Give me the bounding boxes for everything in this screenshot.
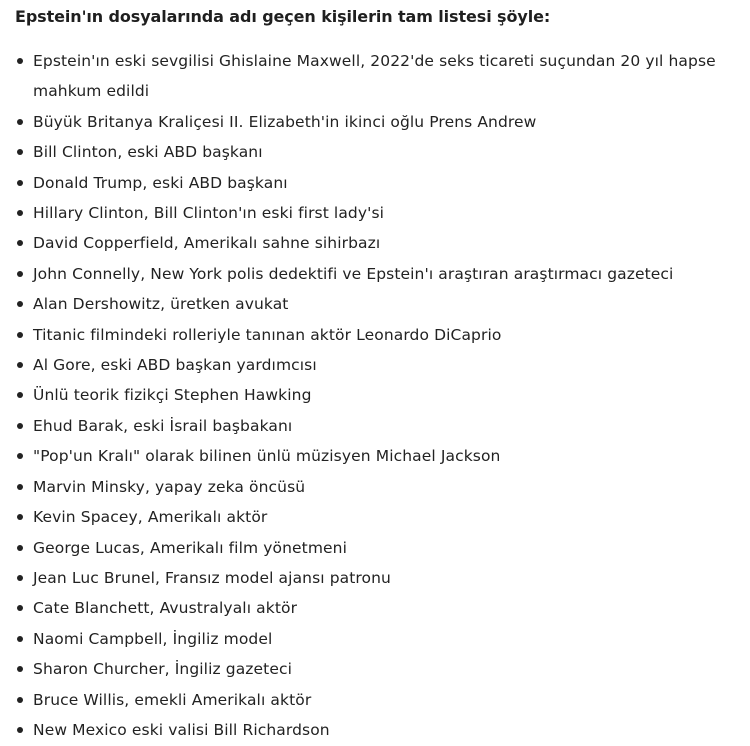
list-item <box>0 624 750 654</box>
list-item <box>0 441 750 471</box>
list-item-text: Büyük Britanya Kraliçesi II. Elizabeth'in ikinci oğlu Prens Andrew <box>33 112 537 131</box>
bullet-icon <box>17 697 23 703</box>
list-item-text: Ünlü teorik fizikçi Stephen Hawking <box>33 386 312 405</box>
list-item-text: Hillary Clinton, Bill Clinton'ın eski first lady'si <box>33 204 385 223</box>
list-item-text: Bill Clinton, eski ABD başkanı <box>33 143 263 162</box>
list-item <box>0 320 750 350</box>
list-item-text: Epstein'ın eski sevgilisi Ghislaine Maxwell, 2022'de seks ticareti suçundan 20 yıl hapse mahkum edildi <box>33 52 716 101</box>
list-item <box>0 350 750 380</box>
list-item-text: Naomi Campbell, İngiliz model <box>33 629 273 648</box>
bullet-icon <box>17 545 23 551</box>
list-item <box>0 107 750 137</box>
bullet-icon <box>17 484 23 490</box>
bullet-icon <box>17 362 23 368</box>
bullet-icon <box>17 271 23 277</box>
list-item-text: Kevin Spacey, Amerikalı aktör <box>33 508 268 527</box>
bullet-icon <box>17 575 23 581</box>
bullet-icon <box>17 727 23 733</box>
list-item-text: New Mexico eski valisi Bill Richardson <box>33 720 330 739</box>
list-item-text: Ehud Barak, eski İsrail başbakanı <box>33 416 293 435</box>
list-item-text: Sharon Churcher, İngiliz gazeteci <box>33 660 293 679</box>
bullet-icon <box>17 119 23 125</box>
list-item-text: Bruce Willis, emekli Amerikalı aktör <box>33 690 312 709</box>
list-item-text: George Lucas, Amerikalı film yönetmeni <box>33 538 347 557</box>
list-item-text: Donald Trump, eski ABD başkanı <box>33 173 288 192</box>
list-item <box>0 472 750 502</box>
bullet-icon <box>17 453 23 459</box>
bullet-icon <box>17 180 23 186</box>
list-item-text: Cate Blanchett, Avustralyalı aktör <box>33 599 298 618</box>
list-item <box>0 259 750 289</box>
list-item <box>0 289 750 319</box>
bullet-icon <box>17 210 23 216</box>
list-item <box>0 593 750 623</box>
bullet-icon <box>17 514 23 520</box>
list-item <box>0 380 750 410</box>
list-item-text: John Connelly, New York polis dedektifi ve Epstein'ı araştıran araştırmacı gazeteci <box>33 264 674 283</box>
list-item-text: Al Gore, eski ABD başkan yardımcısı <box>33 356 317 375</box>
bullet-icon <box>17 666 23 672</box>
list-item <box>0 198 750 228</box>
list-item-text: Alan Dershowitz, üretken avukat <box>33 295 289 314</box>
list-item <box>0 563 750 593</box>
list-item <box>0 715 750 745</box>
list-item <box>0 685 750 715</box>
bullet-icon <box>17 149 23 155</box>
list-item <box>0 168 750 198</box>
bullet-icon <box>17 423 23 429</box>
list-item <box>0 502 750 532</box>
list-item-text: David Copperfield, Amerikalı sahne sihirbazı <box>33 234 381 253</box>
list-item <box>0 533 750 563</box>
bullet-icon <box>17 392 23 398</box>
list-item-text: "Pop'un Kralı" olarak bilinen ünlü müzisyen Michael Jackson <box>33 447 501 466</box>
list-item <box>0 137 750 167</box>
list-item <box>0 228 750 258</box>
list-item <box>0 654 750 684</box>
bullet-icon <box>17 636 23 642</box>
bullet-icon <box>17 332 23 338</box>
list-item-text: Titanic filmindeki rolleriyle tanınan aktör Leonardo DiCaprio <box>33 325 502 344</box>
list-item <box>0 411 750 441</box>
bullet-icon <box>17 240 23 246</box>
list-item-text: Marvin Minsky, yapay zeka öncüsü <box>33 477 306 496</box>
names-list <box>0 46 750 745</box>
bullet-icon <box>17 605 23 611</box>
list-heading: Epstein'ın dosyalarında adı geçen kişilerin tam listesi şöyle: <box>15 7 551 26</box>
bullet-icon <box>17 301 23 307</box>
list-item-text: Jean Luc Brunel, Fransız model ajansı patronu <box>33 568 391 587</box>
list-item <box>0 46 750 107</box>
bullet-icon <box>17 58 23 64</box>
